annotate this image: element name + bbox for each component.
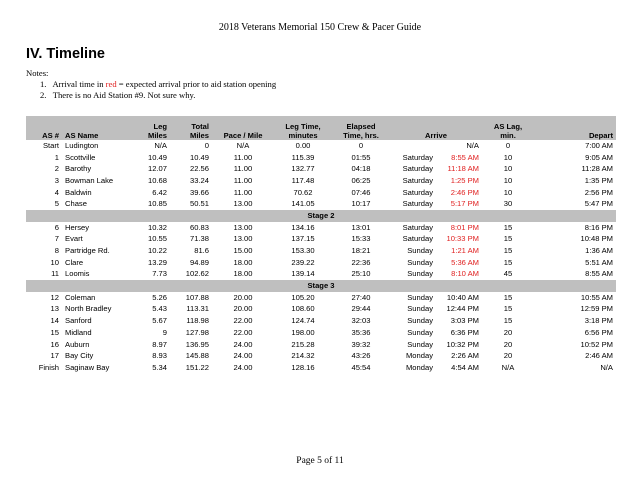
cell-depart: 6:56 PM <box>584 327 613 337</box>
cell-leg-time: 0.00 <box>295 140 311 150</box>
cell-arrive-day: Sunday <box>407 327 433 337</box>
cell-elapsed: 13:01 <box>351 222 371 232</box>
cell-arrive-time: 10:33 PM <box>446 234 479 244</box>
column-header <box>274 116 332 140</box>
cell-as-lag: 20 <box>503 351 513 361</box>
note-number: 1. <box>40 79 47 89</box>
cell-leg-time: 139.14 <box>291 269 315 279</box>
note-item <box>26 79 276 90</box>
page-footer: Page 5 of 11 <box>296 456 344 466</box>
column-header <box>332 116 390 140</box>
cell-pace: 22.00 <box>233 316 253 326</box>
cell-elapsed: 0 <box>358 140 364 150</box>
cell-total-miles: 71.38 <box>189 234 209 244</box>
cell-arrive-time: 2:46 PM <box>450 187 479 197</box>
cell-depart: N/A <box>600 362 613 372</box>
cell-total-miles: 50.51 <box>189 199 209 209</box>
column-header: Pace / Mile <box>212 116 274 140</box>
cell-as-name: Clare <box>65 257 84 267</box>
table-row <box>26 234 616 246</box>
cell-arrive-time: 8:01 PM <box>450 222 479 232</box>
table-body <box>26 140 616 374</box>
cell-elapsed: 22:36 <box>351 257 371 267</box>
cell-pace: 24.00 <box>233 362 253 372</box>
cell-leg-miles: 5.26 <box>152 292 167 302</box>
cell-leg-miles: 5.67 <box>152 316 167 326</box>
cell-as-lag: 20 <box>503 327 513 337</box>
cell-as-number: 7 <box>54 234 59 244</box>
cell-as-number: 10 <box>50 257 59 267</box>
cell-pace: 18.00 <box>233 257 253 267</box>
cell-arrive-time: 5:17 PM <box>450 199 479 209</box>
cell-depart: 2:46 AM <box>585 351 613 361</box>
note-red-word: red <box>105 79 117 89</box>
note-number: 2. <box>40 90 47 100</box>
column-header <box>482 116 534 140</box>
cell-as-number: 11 <box>51 269 59 279</box>
cell-depart: 1:35 PM <box>584 175 613 185</box>
cell-as-number: 16 <box>50 339 59 349</box>
cell-as-lag: 15 <box>503 316 513 326</box>
cell-as-lag: 15 <box>503 292 513 302</box>
cell-leg-time: 132.77 <box>291 164 315 174</box>
cell-leg-time: 117.48 <box>291 175 315 185</box>
table-row <box>26 198 616 210</box>
timeline-table <box>26 116 616 374</box>
cell-depart: 9:05 AM <box>585 152 613 162</box>
cell-arrive-time: 10:32 PM <box>446 339 479 349</box>
cell-arrive-time: 8:10 AM <box>451 269 479 279</box>
cell-depart: 5:47 PM <box>584 199 613 209</box>
cell-total-miles: 0 <box>204 140 209 150</box>
cell-elapsed: 18:21 <box>351 246 371 256</box>
cell-as-name: Coleman <box>65 292 96 302</box>
cell-pace: 11.00 <box>233 175 253 185</box>
cell-elapsed: 39:32 <box>351 339 371 349</box>
cell-pace: 11.00 <box>233 187 253 197</box>
column-header-text: Elapsed Time, hrs. <box>343 122 379 140</box>
document-header: 2018 Veterans Memorial 150 Crew & Pacer Guide <box>218 22 422 33</box>
cell-as-lag: 15 <box>503 257 513 267</box>
cell-total-miles: 136.95 <box>185 339 209 349</box>
cell-pace: 24.00 <box>233 339 253 349</box>
column-header: Arrive <box>390 116 482 140</box>
notes-label: Notes: <box>26 68 49 78</box>
cell-as-number: Finish <box>38 362 59 372</box>
cell-depart: 7:00 AM <box>585 140 613 150</box>
cell-leg-time: 214.32 <box>291 351 315 361</box>
table-header-row <box>26 116 616 140</box>
cell-total-miles: 22.56 <box>189 164 209 174</box>
table-row <box>26 339 616 351</box>
cell-elapsed: 45:54 <box>351 362 371 372</box>
note-text: Arrival time in <box>52 79 106 89</box>
cell-as-name: Scottville <box>65 152 96 162</box>
table-row <box>26 140 616 152</box>
cell-depart: 10:55 AM <box>580 292 613 302</box>
cell-as-name: Chase <box>65 199 87 209</box>
cell-as-lag: 30 <box>503 199 513 209</box>
cell-depart: 10:52 PM <box>580 339 613 349</box>
cell-depart: 5:51 AM <box>585 257 613 267</box>
cell-leg-miles: 6.42 <box>152 187 167 197</box>
cell-total-miles: 39.66 <box>189 187 209 197</box>
cell-total-miles: 118.98 <box>186 316 209 326</box>
notes-block <box>26 68 276 101</box>
cell-elapsed: 29:44 <box>351 304 371 314</box>
table-row <box>26 269 616 281</box>
table-row <box>26 163 616 175</box>
cell-leg-time: 108.60 <box>291 304 315 314</box>
cell-as-lag: 10 <box>503 164 513 174</box>
cell-total-miles: 60.83 <box>189 222 209 232</box>
table-row <box>26 175 616 187</box>
cell-elapsed: 04:18 <box>351 164 371 174</box>
cell-arrive-day: Sunday <box>407 339 433 349</box>
cell-total-miles: 10.49 <box>189 152 209 162</box>
cell-elapsed: 15:33 <box>351 234 371 244</box>
cell-leg-time: 137.15 <box>291 234 315 244</box>
cell-elapsed: 01:55 <box>351 152 371 162</box>
cell-leg-miles: N/A <box>154 140 167 150</box>
cell-pace: N/A <box>236 140 250 150</box>
cell-leg-time: 105.20 <box>291 292 315 302</box>
cell-leg-time: 215.28 <box>291 339 315 349</box>
cell-arrive-time: 6:36 PM <box>450 327 479 337</box>
cell-arrive-time: 1:21 AM <box>451 246 479 256</box>
cell-as-lag: N/A <box>501 362 515 372</box>
stage-label: Stage 3 <box>26 280 616 292</box>
table-row <box>26 362 616 374</box>
cell-arrive-day: Sunday <box>407 257 433 267</box>
cell-as-name: Baldwin <box>65 187 92 197</box>
cell-elapsed: 06:25 <box>351 175 371 185</box>
cell-as-number: 13 <box>50 304 59 314</box>
cell-arrive-time: 8:55 AM <box>451 152 479 162</box>
cell-as-lag: 0 <box>505 140 511 150</box>
cell-leg-miles: 8.93 <box>152 351 167 361</box>
cell-arrive-time: 1:25 PM <box>450 175 479 185</box>
note-text: = expected arrival prior to aid station opening <box>116 79 277 89</box>
cell-arrive-day: Monday <box>405 351 433 361</box>
table-row <box>26 187 616 199</box>
table-row <box>26 245 616 257</box>
cell-arrive-time: 5:36 AM <box>451 257 479 267</box>
cell-as-name: Loomis <box>65 269 90 279</box>
cell-leg-time: 134.16 <box>291 222 315 232</box>
table-row <box>26 152 616 164</box>
cell-leg-miles: 10.32 <box>147 222 167 232</box>
table-row <box>26 327 616 339</box>
cell-leg-miles: 5.43 <box>152 304 167 314</box>
cell-total-miles: 33.24 <box>189 175 209 185</box>
cell-leg-miles: 10.55 <box>147 234 167 244</box>
column-header: AS Name <box>62 116 130 140</box>
cell-arrive-day <box>390 140 436 152</box>
cell-depart: 11:28 AM <box>581 164 613 174</box>
table-row <box>26 257 616 269</box>
cell-leg-miles: 7.73 <box>152 269 167 279</box>
cell-arrive-day: Saturday <box>402 187 433 197</box>
cell-arrive-time: 2:26 AM <box>451 351 479 361</box>
cell-leg-time: 124.74 <box>291 316 315 326</box>
cell-as-name: North Bradley <box>65 304 112 314</box>
cell-leg-time: 128.16 <box>291 362 315 372</box>
cell-arrive-day: Saturday <box>402 199 433 209</box>
cell-as-name: Sanford <box>65 316 92 326</box>
cell-as-name: Barothy <box>65 164 92 174</box>
cell-arrive-day: Sunday <box>407 304 433 314</box>
cell-total-miles: 102.62 <box>185 269 209 279</box>
cell-depart: 8:55 AM <box>585 269 613 279</box>
cell-arrive-day: Saturday <box>402 234 433 244</box>
cell-as-name: Auburn <box>65 339 90 349</box>
stage-label: Stage 2 <box>26 210 616 222</box>
column-header <box>130 116 170 140</box>
cell-as-number: 5 <box>54 199 59 209</box>
cell-leg-time: 239.22 <box>291 257 315 267</box>
cell-arrive-time: 3:03 PM <box>450 316 479 326</box>
section-title: IV. Timeline <box>26 46 105 62</box>
cell-depart: 2:56 PM <box>584 187 613 197</box>
cell-elapsed: 10:17 <box>351 199 371 209</box>
note-item <box>26 90 276 101</box>
cell-as-name: Bowman Lake <box>65 175 114 185</box>
cell-as-name: Hersey <box>65 222 90 232</box>
cell-as-lag: 15 <box>503 246 513 256</box>
cell-arrive-day: Sunday <box>407 316 433 326</box>
table-row <box>26 304 616 316</box>
column-header <box>170 116 212 140</box>
cell-as-name: Midland <box>65 327 92 337</box>
cell-leg-time: 115.39 <box>291 152 315 162</box>
cell-as-number: Start <box>42 140 59 150</box>
column-header: AS # <box>26 116 62 140</box>
cell-elapsed: 27:40 <box>351 292 371 302</box>
cell-pace: 22.00 <box>233 327 253 337</box>
cell-depart: 1:36 AM <box>585 246 613 256</box>
cell-leg-time: 70.62 <box>293 187 313 197</box>
column-header: Depart <box>534 116 616 140</box>
cell-leg-miles: 10.68 <box>147 175 167 185</box>
stage-row <box>26 280 616 292</box>
cell-depart: 12:59 PM <box>580 304 613 314</box>
cell-total-miles: 113.31 <box>186 304 209 314</box>
cell-arrive-day: Saturday <box>402 164 433 174</box>
cell-as-number: 17 <box>50 351 59 361</box>
cell-pace: 20.00 <box>233 292 253 302</box>
cell-arrive-day: Saturday <box>402 222 433 232</box>
cell-pace: 20.00 <box>233 304 253 314</box>
cell-total-miles: 94.89 <box>189 257 209 267</box>
cell-leg-time: 141.05 <box>291 199 315 209</box>
table-row <box>26 292 616 304</box>
cell-leg-miles: 9 <box>162 327 167 337</box>
cell-elapsed: 35:36 <box>351 327 371 337</box>
column-header-text: Leg Time, minutes <box>285 122 321 140</box>
column-header-text: AS Lag, min. <box>493 122 523 140</box>
cell-as-number: 12 <box>50 292 59 302</box>
cell-depart: 8:16 PM <box>584 222 613 232</box>
cell-pace: 24.00 <box>233 351 253 361</box>
cell-leg-miles: 12.07 <box>147 164 167 174</box>
cell-depart: 10:48 PM <box>580 234 613 244</box>
cell-total-miles: 151.22 <box>185 362 209 372</box>
cell-arrive-day: Saturday <box>402 152 433 162</box>
cell-arrive-time: 10:40 AM <box>446 292 479 302</box>
cell-as-name: Ludington <box>65 140 99 150</box>
cell-as-lag: 10 <box>503 152 513 162</box>
cell-as-lag: 45 <box>503 269 513 279</box>
cell-arrive-day: Saturday <box>402 175 433 185</box>
cell-as-name: Evart <box>65 234 83 244</box>
table-row <box>26 350 616 362</box>
cell-as-lag: 10 <box>503 175 513 185</box>
cell-leg-time: 198.00 <box>291 327 315 337</box>
cell-as-number: 1 <box>54 152 59 162</box>
cell-as-lag: 15 <box>503 304 513 314</box>
cell-elapsed: 25:10 <box>351 269 371 279</box>
cell-as-name: Partridge Rd. <box>65 246 110 256</box>
cell-arrive-day: Monday <box>405 362 433 372</box>
cell-total-miles: 127.98 <box>185 327 209 337</box>
cell-arrive-time: 4:54 AM <box>451 362 479 372</box>
cell-arrive-time: 12:44 PM <box>446 304 479 314</box>
cell-arrive-time: N/A <box>466 140 479 150</box>
cell-pace: 13.00 <box>233 234 253 244</box>
cell-elapsed: 07:46 <box>351 187 371 197</box>
cell-as-name: Saginaw Bay <box>65 362 110 372</box>
cell-arrive-day: Sunday <box>407 292 433 302</box>
cell-pace: 18.00 <box>233 269 253 279</box>
cell-total-miles: 145.88 <box>185 351 209 361</box>
cell-leg-miles: 13.29 <box>147 257 167 267</box>
cell-as-number: 8 <box>54 246 59 256</box>
cell-arrive-time: 11:18 AM <box>447 164 479 174</box>
cell-leg-miles: 8.97 <box>152 339 167 349</box>
cell-as-number: 4 <box>54 187 59 197</box>
stage-row <box>26 210 616 222</box>
cell-as-lag: 15 <box>503 234 513 244</box>
cell-leg-miles: 5.34 <box>152 362 167 372</box>
cell-leg-time: 153.30 <box>291 246 315 256</box>
cell-total-miles: 81.6 <box>194 246 209 256</box>
cell-leg-miles: 10.22 <box>147 246 167 256</box>
cell-as-name: Bay City <box>65 351 94 361</box>
cell-as-lag: 15 <box>503 222 513 232</box>
table-row <box>26 315 616 327</box>
cell-depart: 3:18 PM <box>584 316 613 326</box>
cell-as-lag: 20 <box>503 339 513 349</box>
cell-pace: 13.00 <box>233 222 253 232</box>
cell-pace: 11.00 <box>233 152 253 162</box>
cell-pace: 15.00 <box>233 246 253 256</box>
column-header-text: Total Miles <box>190 122 209 140</box>
cell-total-miles: 107.88 <box>185 292 209 302</box>
cell-as-lag: 10 <box>503 187 513 197</box>
cell-as-number: 3 <box>54 175 59 185</box>
cell-elapsed: 32:03 <box>351 316 371 326</box>
note-text: There is no Aid Station #9. Not sure why. <box>52 90 196 100</box>
cell-as-number: 2 <box>54 164 59 174</box>
cell-as-number: 14 <box>50 316 59 326</box>
cell-as-number: 15 <box>50 327 59 337</box>
cell-pace: 13.00 <box>233 199 253 209</box>
column-header-text: Leg Miles <box>148 122 167 140</box>
cell-arrive-day: Sunday <box>407 269 433 279</box>
cell-leg-miles: 10.85 <box>147 199 167 209</box>
cell-leg-miles: 10.49 <box>147 152 167 162</box>
cell-elapsed: 43:26 <box>351 351 371 361</box>
table-row <box>26 222 616 234</box>
cell-as-number: 6 <box>54 222 59 232</box>
cell-arrive-day: Sunday <box>407 246 433 256</box>
cell-pace: 11.00 <box>233 164 253 174</box>
